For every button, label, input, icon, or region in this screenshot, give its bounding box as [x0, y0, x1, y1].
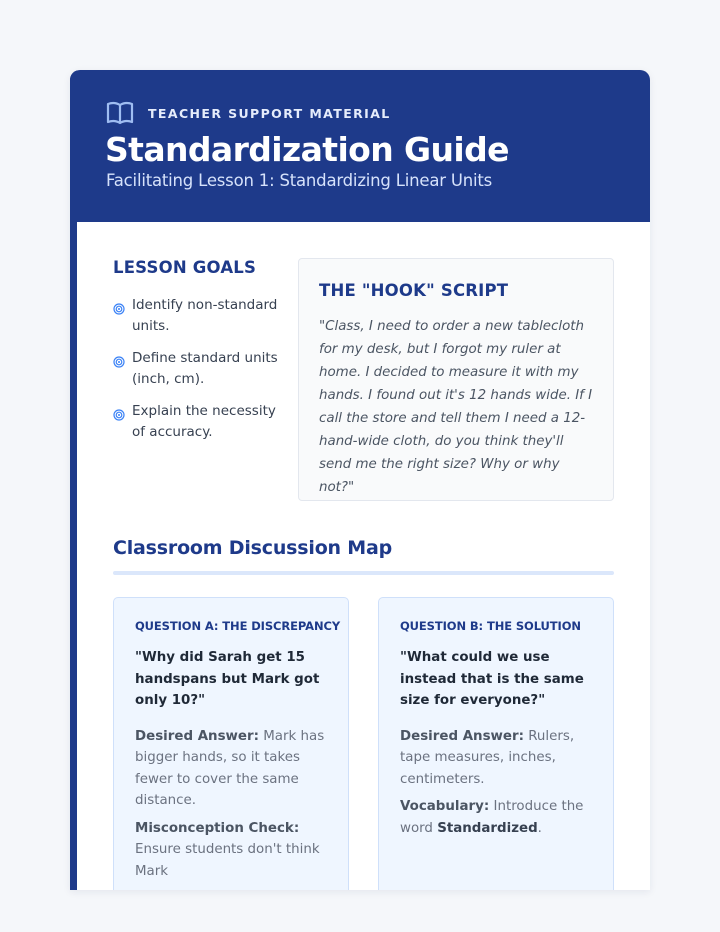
page-title: Standardization Guide	[105, 130, 509, 169]
target-icon	[113, 353, 125, 365]
misconception-check-text: Ensure students don't think Mark	[135, 842, 320, 879]
hook-script-text: "Class, I need to order a new tablecloth for my desk, but I forgot my ruler at home. I decided to measure it with my hands. I found out it's 12 hands wide. If I call the store and tell them I need a 12-hand-wide cloth, do you think they'll send me the right size? Why or why not?"	[319, 319, 593, 495]
desired-answer-label: Desired Answer:	[135, 728, 259, 744]
page-subtitle: Facilitating Lesson 1: Standardizing Linear Units	[106, 171, 493, 190]
question-b-label: QUESTION B: THE SOLUTION	[400, 619, 581, 633]
vocabulary-text: Introduce the word	[400, 799, 584, 836]
question-b-vocabulary	[400, 796, 592, 839]
goal-list	[113, 295, 293, 443]
desired-answer-label: Desired Answer:	[400, 728, 524, 744]
list-item	[113, 295, 293, 337]
vocabulary-term: Standardized	[437, 820, 538, 836]
hook-script-box	[298, 258, 614, 501]
question-b-desired-answer	[400, 726, 592, 791]
vocabulary-end: .	[537, 820, 542, 836]
target-icon	[113, 300, 125, 312]
divider	[113, 571, 614, 575]
lesson-goals	[113, 258, 293, 454]
discussion-map-heading: Classroom Discussion Map	[113, 537, 393, 559]
desired-answer-text: Rulers, tape measures, inches, centimeters.	[400, 728, 575, 787]
lesson-goals-heading: LESSON GOALS	[113, 258, 257, 277]
question-a-quote: "Why did Sarah get 15 handspans but Mark got only 10?"	[135, 650, 320, 708]
question-a-misconception-check	[135, 818, 327, 883]
list-item	[113, 348, 293, 390]
vocabulary-label: Vocabulary:	[400, 799, 490, 814]
question-b-quote: "What could we use instead that is the same size for everyone?"	[400, 650, 584, 708]
page-header	[70, 70, 650, 222]
goal-text: Identify non-standard units.	[132, 297, 278, 334]
target-icon	[113, 406, 125, 418]
guide-page	[70, 70, 650, 890]
desired-answer-text: Mark has bigger hands, so it takes fewer to cover the same distance.	[135, 728, 325, 808]
eyebrow	[106, 100, 391, 126]
question-a-label: QUESTION A: THE DISCREPANCY	[135, 619, 341, 633]
question-a-card	[113, 597, 349, 890]
misconception-check-label: Misconception Check:	[135, 820, 300, 836]
goal-text: Define standard units (inch, cm).	[132, 350, 278, 387]
list-item	[113, 401, 293, 443]
goal-text: Explain the necessity of accuracy.	[132, 403, 276, 440]
question-a-desired-answer	[135, 726, 327, 812]
hook-heading: THE "HOOK" SCRIPT	[319, 281, 509, 300]
open-book-icon	[106, 100, 134, 126]
accent-bar	[70, 70, 77, 890]
question-b-card	[378, 597, 614, 890]
eyebrow-text: TEACHER SUPPORT MATERIAL	[148, 105, 391, 121]
